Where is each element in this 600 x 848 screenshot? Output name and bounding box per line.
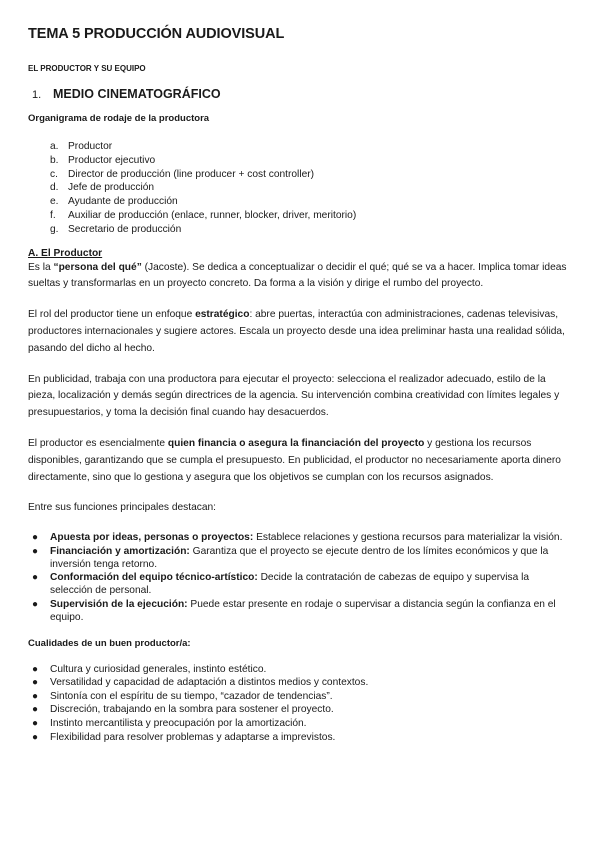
text-run: Es la [28,261,54,273]
section-number: 1. [32,89,42,101]
list-item [28,531,573,544]
list-item-text [50,531,562,544]
list-item [28,731,573,745]
list-item-text: Auxiliar de producción (enlace, runner, blocker, driver, meritorio) [68,209,357,221]
list-item-text [50,598,573,624]
list-marker: d. [50,182,59,194]
section-label: MEDIO CINEMATOGRÁFICO [53,87,221,101]
list-item [28,598,573,624]
list-item-text: Productor ejecutivo [68,154,156,166]
paragraph [28,260,573,294]
list-item-text: Flexibilidad para resolver problemas y adaptarse a imprevistos. [50,731,336,743]
list-item-text: Sintonía con el espíritu de su tiempo, “cazador de tendencias”. [50,690,333,702]
list-item [50,140,573,154]
bold-text: Supervisión de la ejecución: [50,598,188,610]
list-item [28,676,573,690]
list-item-text: Productor [68,141,113,152]
list-item [50,154,573,168]
paragraph [28,307,573,357]
paragraph: Entre sus funciones principales destacan: [28,502,217,514]
paragraph [28,436,573,486]
list-item-text [50,545,573,571]
list-item [50,181,573,195]
organigrama-heading: Organigrama de rodaje de la productora [28,113,210,124]
bold-text: quien financia o asegura la financiación del proyecto [167,437,425,449]
bold-text: Apuesta por ideas, personas o proyectos: [50,532,254,544]
text-run: Garantiza que el proyecto se ejecute dentro de los límites económicos y que la inversión tenga retorno. [50,545,549,570]
document-page [28,26,573,744]
bullet-icon: ● [32,572,39,584]
list-item-text: Cultura y curiosidad generales, instinto estético. [50,663,267,675]
bullet-icon: ● [32,545,39,557]
text-run: y gestiona los recursos disponibles, garantizando que se cumpla el presupuesto. En publicidad, el productor no necesariamente aporta dinero directamente, sino que lo gestiona y asegura que los objetivos se cumplan con los recursos asignados. [28,437,561,483]
paragraph: En publicidad, trabaja con una productora para ejecutar el proyecto: selecciona el realizador adecuado, estilo de la pieza, localización y demás según directrices de la agencia. Su intervención combina creatividad con límites legales y presupuestarios, y toma la decisión final cuando hay desacuerdos. [28,373,560,419]
text-run: (Jacoste). Se dedica a conceptualizar o decidir el qué; qué se va a hacer. Implica tomar ideas sueltas y transformarlas en un proyecto concreto. Da forma a la visión y dirige el rumbo del proyecto. [28,261,567,290]
list-item-text: Director de producción (line producer + cost controller) [68,168,315,180]
bullet-icon: ● [32,598,39,610]
bold-text: Financiación y amortización: [50,545,190,557]
list-item [50,168,573,182]
page-title: TEMA 5 PRODUCCIÓN AUDIOVISUAL [28,26,285,42]
bold-text: estratégico [195,309,250,321]
text-run: El productor es esencialmente [28,437,168,449]
bullet-icon: ● [32,731,39,743]
list-item-text: Discreción, trabajando en la sombra para sostener el proyecto. [50,704,334,716]
list-item-text: Instinto mercantilista y preocupación por la amortización. [50,718,307,730]
list-item-text: Jefe de producción [68,182,155,194]
list-item [28,703,573,717]
qualities-heading: Cualidades de un buen productor/a: [28,637,191,649]
bold-text: Conformación del equipo técnico-artístico: [50,572,258,584]
bullet-icon: ● [32,718,39,730]
list-item [50,195,573,209]
bullet-icon: ● [32,532,39,544]
organigrama-list [28,140,573,237]
list-item-text: Versatilidad y capacidad de adaptación a distintos medios y contextos. [50,677,369,689]
bold-text: “persona del qué” [53,261,142,273]
text-run: El rol del productor tiene un enfoque [28,309,196,321]
qualities-list [28,663,573,745]
text-run: Puede estar presente en rodaje o supervisar a distancia según la confianza en el equipo. [50,598,556,623]
list-item [50,209,573,223]
section-heading-medio-cinematografico [28,87,573,101]
functions-list [28,531,573,624]
section-heading-el-productor: A. El Productor [28,247,103,259]
page-subtitle: EL PRODUCTOR Y SU EQUIPO [28,64,146,73]
list-item [28,663,573,677]
list-item-text: Secretario de producción [68,223,182,235]
text-run: : abre puertas, interactúa con administraciones, cadenas televisivas, productores internacionales y sugiere actores. Escala un proyecto desde una idea preliminar hasta una realidad sólida, pasando del dicho al hecho. [28,309,565,354]
list-marker: e. [50,196,59,208]
bullet-icon: ● [32,677,39,689]
list-item [28,571,573,597]
list-marker: g. [50,223,59,235]
bullet-icon: ● [32,690,39,702]
list-marker: a. [50,141,59,152]
text-run: Decide la contratación de cabezas de equipo y supervisa la selección de personal. [50,572,530,597]
list-item-text: Ayudante de producción [68,196,178,208]
list-item [28,690,573,704]
bullet-icon: ● [32,663,39,675]
bullet-icon: ● [32,704,39,716]
list-marker: f. [50,209,56,221]
list-item [28,717,573,731]
list-item-text [50,571,573,597]
list-marker: c. [50,168,58,180]
list-item [50,223,573,237]
text-run: Establece relaciones y gestiona recursos para materializar la visión. [253,532,563,544]
list-item [28,545,573,571]
list-marker: b. [50,154,59,166]
